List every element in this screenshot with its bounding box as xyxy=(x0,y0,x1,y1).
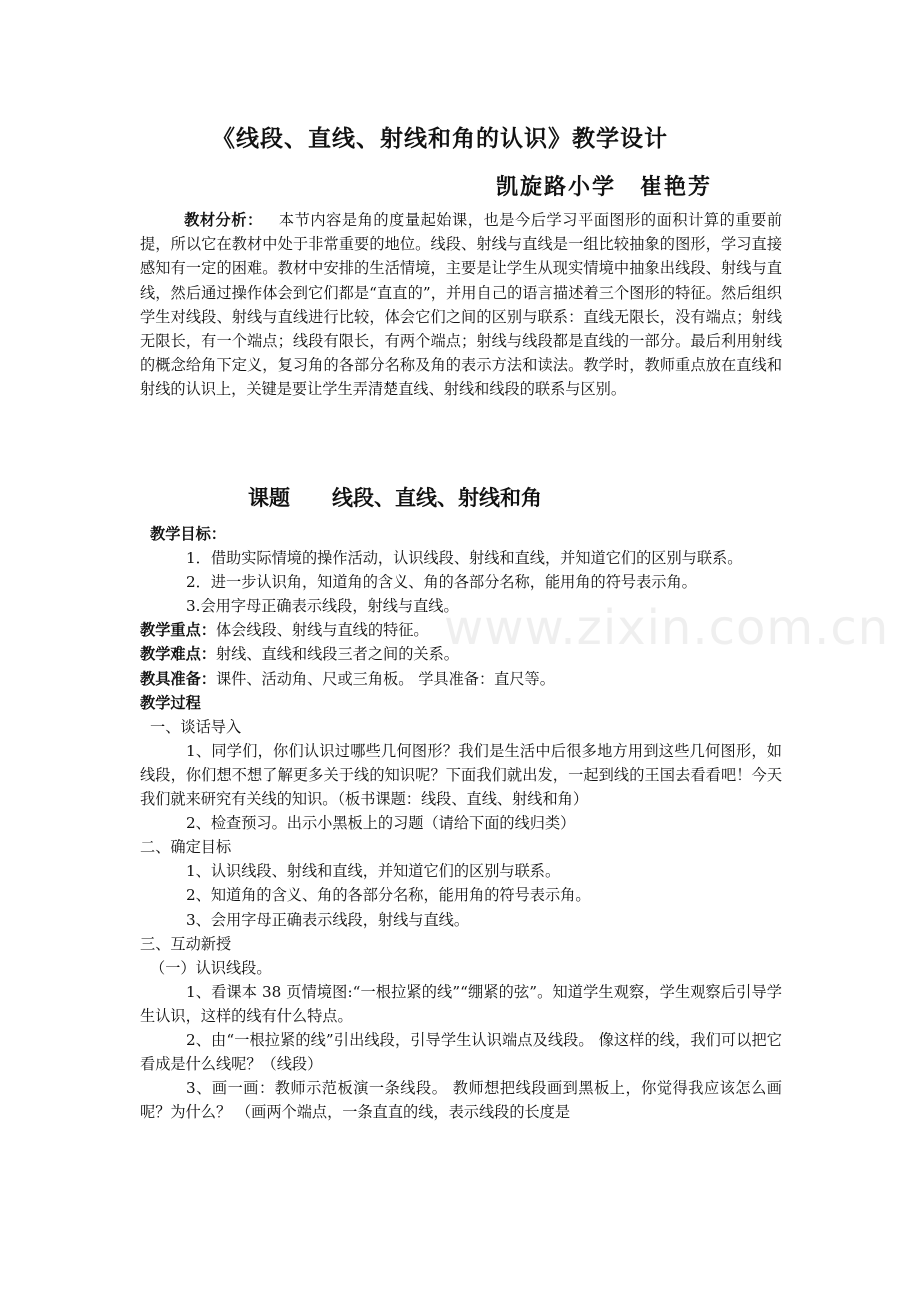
section-item: 2、由“一根拉紧的线”引出线段，引导学生认识端点及线段。 像这样的线，我们可以把它看成是什么线呢？（线段） xyxy=(140,1030,782,1074)
difficulty-label: 教学难点： xyxy=(140,645,216,664)
difficulty-row xyxy=(140,642,782,666)
section-title: 一、谈话导入 xyxy=(150,717,242,736)
tools-text: 课件、活动角、尺或三角板。 学具准备：直尺等。 xyxy=(215,669,555,688)
section-item: 2、检查预习。出示小黑板上的习题（请给下面的线归类） xyxy=(186,814,576,833)
section-title: 二、确定目标 xyxy=(140,838,232,857)
tools-row xyxy=(140,667,782,691)
analysis-text: 本节内容是角的度量起始课，也是今后学习平面图形的面积计算的重要前提，所以它在教材中处于非常重要的地位。线段、射线与直线是一组比较抽象的图形，学习直接感知有一定的困难。教材中安排的生活情境，主要是让学生从现实情境中抽象出线段、射线与直线，然后通过操作体会到它们都是“直直的”，并用自己的语言描述着三个图形的特征。然后组织学生对线段、射线与直线进行比较，体会它们之间的区别与联系：直线无限长，没有端点；射线无限长，有一个端点；线段有限长，有两个端点；射线与线段都是直线的一部分。最后利用射线的概念给角下定义，复习角的各部分名称及角的表示方法和读法。教学时，教师重点放在直线和射线的认识上，关键是要让学生弄清楚直线、射线和线段的联系与区别。 xyxy=(140,211,783,399)
section-item: 2、知道角的含义、角的各部分名称，能用角的符号表示角。 xyxy=(186,886,591,905)
section-item: 3、画一画：教师示范板演一条线段。 教师想把线段画到黑板上，你觉得我应该怎么画呢？为什么？ （画两个端点，一条直直的线，表示线段的长度是 xyxy=(140,1079,782,1122)
author-line: 凯旋路小学 崔艳芳 xyxy=(496,175,713,200)
section-title: 三、互动新授 xyxy=(140,934,232,953)
key-focus-row xyxy=(140,618,782,642)
process-heading: 教学过程 xyxy=(140,693,201,712)
section-subtitle: （一）认识线段。 xyxy=(150,958,272,977)
tools-label: 教具准备： xyxy=(140,669,216,688)
section-item: 1、认识线段、射线和直线，并知道它们的区别与联系。 xyxy=(186,862,561,881)
watermark: www.zixin.com.cn xyxy=(444,600,890,656)
analysis-label: 教材分析： xyxy=(184,211,263,229)
objective-item: 1．借助实际情境的操作活动，认识线段、射线和直线，并知道它们的区别与联系。 xyxy=(186,549,743,568)
key-focus-text: 体会线段、射线与直线的特征。 xyxy=(215,621,429,640)
key-focus-label: 教学重点： xyxy=(140,621,216,640)
material-analysis-paragraph xyxy=(140,208,782,402)
section-item: 1、同学们，你们认识过哪些几何图形？我们是生活中后很多地方用到这些几何图形，如线段，你们想不想了解更多关于线的知识呢？下面我们就出发，一起到线的王国去看看吧！今天我们就来研究有关线的知识。（板书课题：线段、直线、射线和角） xyxy=(140,741,782,809)
document-title: 《线段、直线、射线和角的认识》教学设计 xyxy=(212,126,668,152)
section-item: 1、看课本 38 页情境图:“一根拉紧的线”“绷紧的弦”。知道学生观察，学生观察后引导学生认识，这样的线有什么特点。 xyxy=(140,982,782,1025)
section-item: 3、会用字母正确表示线段，射线与直线。 xyxy=(186,910,470,929)
objective-item: 3.会用字母正确表示线段，射线与直线。 xyxy=(186,597,459,616)
lesson-body xyxy=(140,522,782,1124)
difficulty-text: 射线、直线和线段三者之间的关系。 xyxy=(215,645,459,664)
lesson-title: 课题 线段、直线、射线和角 xyxy=(248,486,542,510)
objective-item: 2．进一步认识角，知道角的含义、角的各部分名称，能用角的符号表示角。 xyxy=(186,573,697,592)
objectives-heading: 教学目标： xyxy=(150,525,226,543)
